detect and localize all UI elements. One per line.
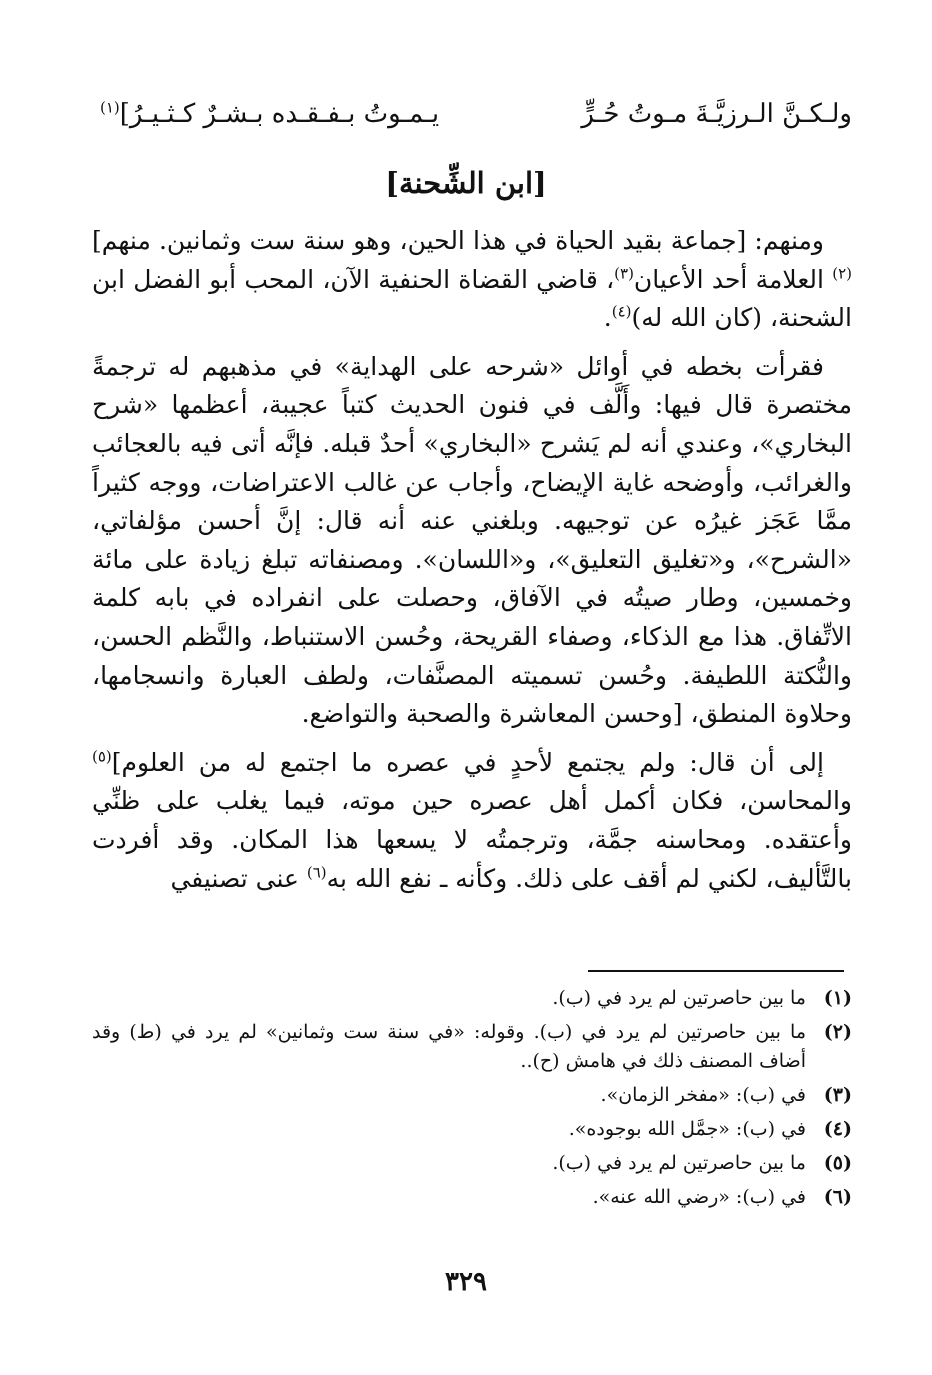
footnote xyxy=(92,1183,852,1212)
paragraph-text: ، قاضي القضاة الحنفية الآن، المحب أبو الفضل ابن الشحنة، (كان الله له) xyxy=(92,264,852,333)
footnote-ref: (٥) xyxy=(92,747,112,766)
footnote-text: ما بين حاصرتين لم يرد في (ب). وقوله: «في سنة ست وثمانين» لم يرد في (ط) وقد أضاف المصنف ذلك في هامش (ح).. xyxy=(92,1021,806,1072)
footnote-ref: (٣) xyxy=(614,264,634,283)
footnote xyxy=(92,984,852,1013)
poetry-verse xyxy=(100,92,852,136)
footnote-text: ما بين حاصرتين لم يرد في (ب). xyxy=(552,987,806,1009)
section-heading: [ابن الشِّحنة] xyxy=(385,166,547,200)
footnote-ref: (٢) xyxy=(832,264,852,283)
paragraph xyxy=(92,222,852,338)
verse-second-hemistich xyxy=(100,92,439,136)
footnote xyxy=(92,1018,852,1076)
footnote-ref: (١) xyxy=(100,98,120,117)
body-text xyxy=(92,222,852,908)
paragraph: فقرأت بخطه في أوائل «شرحه على الهداية» في مذهبهم له ترجمةً مختصرة قال فيها: وأَلَّف في فنون الحديث كتباً عجيبة، أعظمها «شرح البخاري»، وعندي أنه لم يَشرح «البخاري» أحدٌ قبله. فإنَّه أتى فيه بالعجائب والغرائب، وأوضحه غاية الإيضاح، وأجاب عن غالب الاعتراضات، ووجه كثيراً ممَّا عَجَز غيرُه عن توجيهه. وبلغني عنه أنه قال: إنَّ أحسن مؤلفاتي، «الشرح»، و«تغليق التعليق»، و«اللسان». ومصنفاته تبلغ زيادة على مائة وخمسين، وطار صيتُه في الآفاق، وحصلت على انفراده في بابه كلمة الاتِّفاق. هذا مع الذكاء، وصفاء القريحة، وحُسن الاستنباط، والنَّظم الحسن، والنُّكتة اللطيفة. وحُسن تسميته المصنَّفات، ولطف العبارة وانسجامها، وحلاوة المنطق، [وحسن المعاشرة والصحبة والتواضع. xyxy=(92,351,852,729)
footnote xyxy=(92,1149,852,1178)
footnote-ref: (٤) xyxy=(611,302,632,321)
footnote-text: في (ب): «جمَّل الله بوجوده». xyxy=(568,1118,806,1140)
paragraph-text: إلى أن قال: ولم يجتمع لأحدٍ في عصره ما اجتمع له من العلوم] xyxy=(111,747,824,777)
footnote-text: في (ب): «مفخر الزمان». xyxy=(600,1084,806,1106)
footnote xyxy=(92,1115,852,1144)
footnote-number: (٢) xyxy=(823,1021,852,1043)
page-number: ٣٢٩ xyxy=(445,1267,487,1297)
verse-first-hemistich xyxy=(581,92,852,136)
footnote-text: ما بين حاصرتين لم يرد في (ب). xyxy=(552,1152,806,1174)
paragraph-text: والمحاسن، فكان أكمل أهل عصره حين موته، فيما يغلب على ظنِّي وأعتقده. ومحاسنه جمَّة، وترجمتُه لا يسعها هذا المكان. وقد أفردت بالتَّأليف، لكني لم أقف على ذلك. وكأنه ـ نفع الله به xyxy=(92,786,852,893)
paragraph xyxy=(92,744,852,898)
paragraph-text: عنى تصنيفي xyxy=(170,863,307,893)
footnote xyxy=(92,1081,852,1110)
footnotes xyxy=(92,984,852,1217)
paragraph-text: . xyxy=(603,303,612,333)
paragraph-text: العلامة أحد الأعيان xyxy=(633,264,833,294)
footnote-number: (٤) xyxy=(823,1118,852,1140)
footnote-ref: (٦) xyxy=(306,863,327,882)
footnote-number: (٥) xyxy=(823,1152,852,1174)
footnote-separator xyxy=(588,970,844,972)
paragraph-text: ومنهم: [جماعة بقيد الحياة في هذا الحين، وهو سنة ست وثمانين. منهم] xyxy=(92,226,824,255)
footnote-number: (٣) xyxy=(823,1084,852,1106)
footnote-number: (١) xyxy=(823,987,852,1009)
verse-first-hemistich-text: ولـكـنَّ الـرزيَّـةَ مـوتُ حُـرٍّ xyxy=(581,99,852,129)
footnote-number: (٦) xyxy=(823,1186,852,1208)
verse-second-hemistich-text: يـمـوتُ بـفـقـده بـشـرٌ كـثـيـرُ] xyxy=(119,99,440,129)
footnote-text: في (ب): «رضي الله عنه». xyxy=(592,1186,806,1208)
